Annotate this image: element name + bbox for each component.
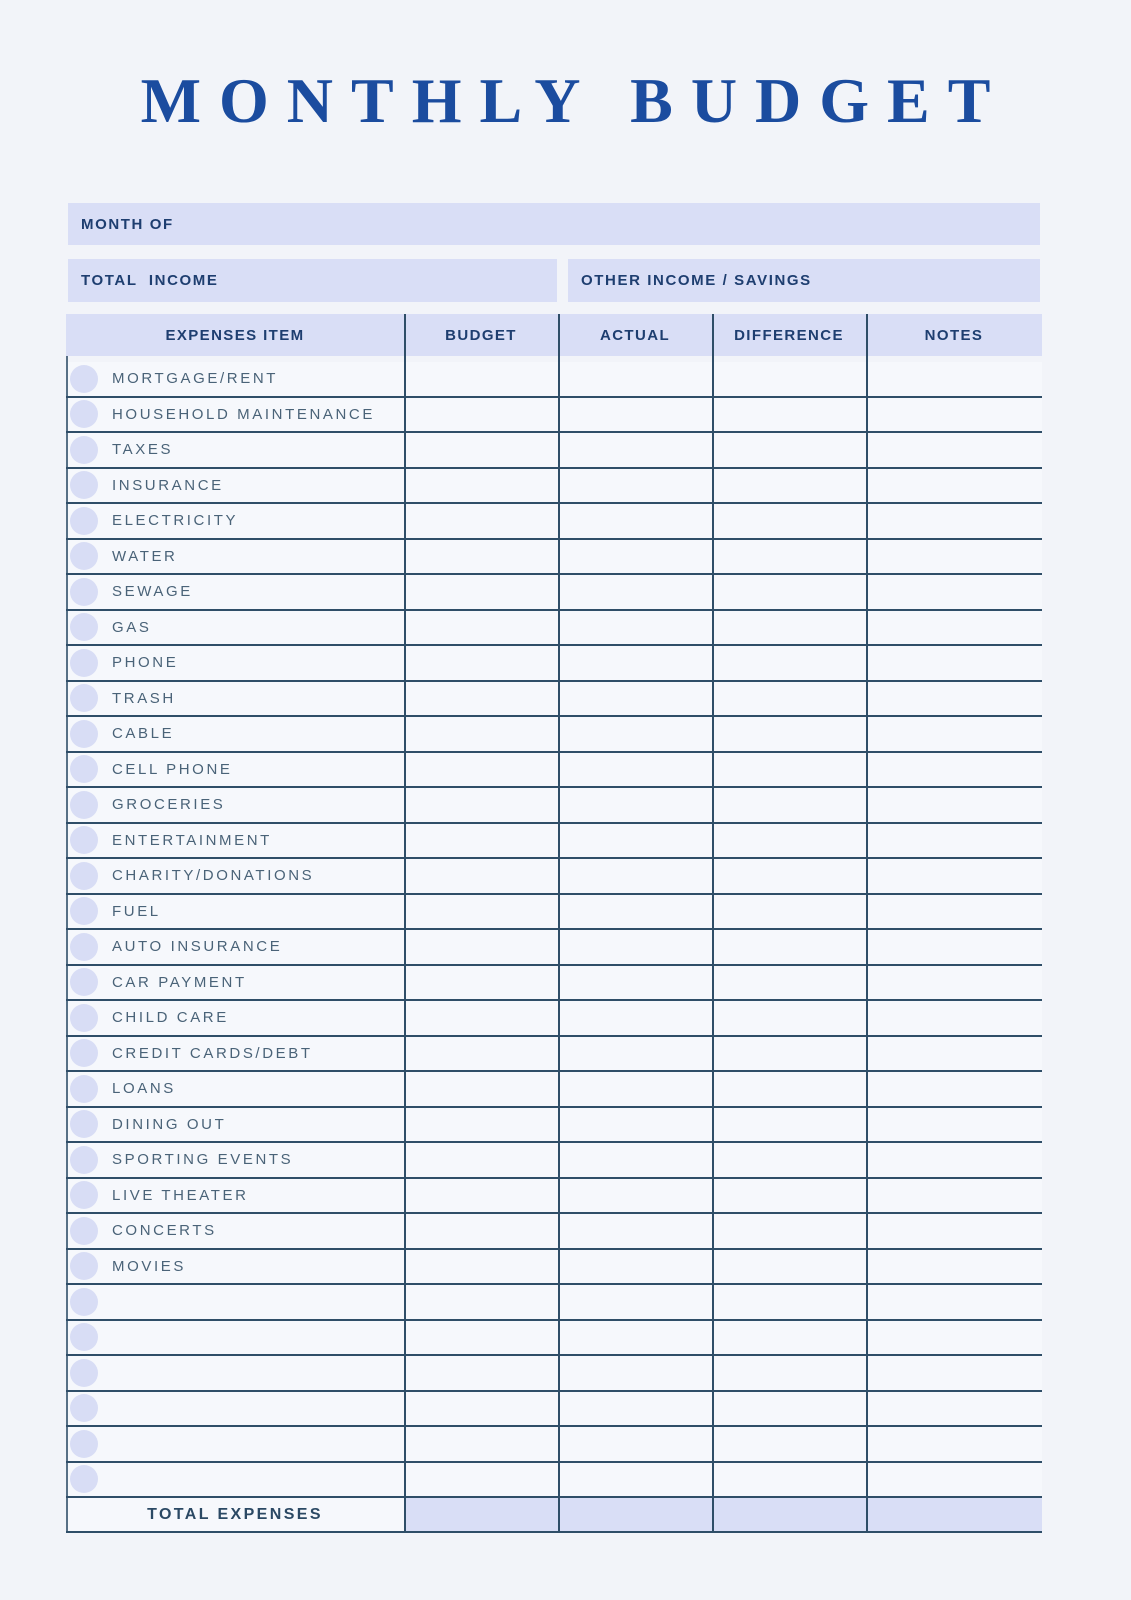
notes-cell (866, 1108, 1042, 1142)
expense-row (66, 1108, 1042, 1144)
budget-cell (404, 1143, 558, 1177)
difference-cell (712, 1427, 866, 1461)
actual-cell (558, 1108, 712, 1142)
actual-cell (558, 504, 712, 538)
notes-cell (866, 788, 1042, 822)
expense-item-cell (66, 1001, 404, 1035)
expense-row (66, 1392, 1042, 1428)
difference-cell (712, 611, 866, 645)
budget-cell (404, 753, 558, 787)
actual-cell (558, 540, 712, 574)
expense-row (66, 1214, 1042, 1250)
expense-item-cell (66, 575, 404, 609)
expense-row (66, 646, 1042, 682)
notes-cell (866, 895, 1042, 929)
notes-cell (866, 469, 1042, 503)
notes-cell (866, 1392, 1042, 1426)
expense-row (66, 1179, 1042, 1215)
notes-cell (866, 362, 1042, 396)
circle-bullet-icon (70, 1288, 98, 1316)
circle-bullet-icon (70, 1394, 98, 1422)
budget-cell (404, 1108, 558, 1142)
column-header-budget: BUDGET (445, 326, 517, 344)
actual-cell (558, 1037, 712, 1071)
difference-cell (712, 1321, 866, 1355)
notes-cell (866, 1143, 1042, 1177)
expense-row (66, 1285, 1042, 1321)
difference-cell (712, 646, 866, 680)
notes-cell (866, 717, 1042, 751)
circle-bullet-icon (70, 720, 98, 748)
expense-item-cell (66, 717, 404, 751)
expense-label: AUTO INSURANCE (112, 938, 283, 956)
circle-bullet-icon (70, 507, 98, 535)
budget-cell (404, 1392, 558, 1426)
difference-cell (712, 1108, 866, 1142)
budget-cell (404, 575, 558, 609)
expense-label: TRASH (112, 689, 176, 707)
expense-row (66, 930, 1042, 966)
expense-row (66, 504, 1042, 540)
total-actual-cell (558, 1498, 712, 1531)
actual-cell (558, 646, 712, 680)
expense-row (66, 1427, 1042, 1463)
expense-row (66, 469, 1042, 505)
total-budget-cell (404, 1498, 558, 1531)
column-separator (712, 314, 714, 1533)
expense-item-cell (66, 1214, 404, 1248)
budget-cell (404, 1463, 558, 1497)
expense-label: WATER (112, 547, 178, 565)
expense-label: CELL PHONE (112, 760, 233, 778)
page-title: MONTHLY BUDGET (140, 65, 1009, 136)
expense-item-cell (66, 398, 404, 432)
actual-cell (558, 895, 712, 929)
actual-cell (558, 1250, 712, 1284)
actual-cell (558, 1356, 712, 1390)
circle-bullet-icon (70, 1252, 98, 1280)
budget-cell (404, 398, 558, 432)
actual-cell (558, 469, 712, 503)
circle-bullet-icon (70, 1075, 98, 1103)
expense-item-cell (66, 1392, 404, 1426)
actual-cell (558, 1463, 712, 1497)
difference-cell (712, 1001, 866, 1035)
expense-row (66, 859, 1042, 895)
difference-cell (712, 398, 866, 432)
notes-cell (866, 504, 1042, 538)
notes-cell (866, 1037, 1042, 1071)
actual-cell (558, 717, 712, 751)
total-expenses-row (66, 1498, 1042, 1533)
column-separator (558, 314, 560, 1533)
notes-cell (866, 682, 1042, 716)
difference-cell (712, 469, 866, 503)
budget-cell (404, 1356, 558, 1390)
notes-cell (866, 1179, 1042, 1213)
expense-label: TAXES (112, 441, 174, 459)
column-separator (404, 314, 406, 1533)
expense-item-cell (66, 1427, 404, 1461)
budget-cell (404, 788, 558, 822)
expense-row (66, 682, 1042, 718)
other-income-savings-bar (568, 259, 1040, 302)
total-notes-cell (866, 1498, 1042, 1531)
actual-cell (558, 1392, 712, 1426)
circle-bullet-icon (70, 1465, 98, 1493)
difference-cell (712, 1356, 866, 1390)
difference-cell (712, 1179, 866, 1213)
difference-cell (712, 1214, 866, 1248)
circle-bullet-icon (70, 933, 98, 961)
circle-bullet-icon (70, 1430, 98, 1458)
expense-item-cell (66, 646, 404, 680)
notes-cell (866, 398, 1042, 432)
column-header-difference: DIFFERENCE (734, 326, 844, 344)
expense-label: CHILD CARE (112, 1009, 229, 1027)
expense-label: CHARITY/DONATIONS (112, 867, 315, 885)
expense-row (66, 1001, 1042, 1037)
actual-cell (558, 966, 712, 1000)
notes-cell (866, 1427, 1042, 1461)
total-difference-cell (712, 1498, 866, 1531)
actual-cell (558, 788, 712, 822)
expense-item-cell (66, 1108, 404, 1142)
actual-cell (558, 1179, 712, 1213)
expense-row (66, 717, 1042, 753)
expense-row (66, 1072, 1042, 1108)
circle-bullet-icon (70, 684, 98, 712)
budget-cell (404, 1285, 558, 1319)
circle-bullet-icon (70, 897, 98, 925)
column-header-notes: NOTES (924, 326, 984, 344)
actual-cell (558, 1143, 712, 1177)
budget-cell (404, 1001, 558, 1035)
table-header-row (66, 314, 1042, 356)
difference-cell (712, 1285, 866, 1319)
budget-cell (404, 824, 558, 858)
notes-cell (866, 1214, 1042, 1248)
expense-item-cell (66, 1285, 404, 1319)
expense-label: SEWAGE (112, 583, 193, 601)
expenses-table (66, 314, 1042, 1533)
expense-label: FUEL (112, 902, 161, 920)
expense-row (66, 1463, 1042, 1499)
expense-item-cell (66, 859, 404, 893)
total-income-label: TOTAL INCOME (81, 272, 219, 289)
expense-item-cell (66, 611, 404, 645)
expense-row (66, 895, 1042, 931)
total-expenses-label: TOTAL EXPENSES (147, 1505, 323, 1523)
difference-cell (712, 1143, 866, 1177)
circle-bullet-icon (70, 826, 98, 854)
notes-cell (866, 1463, 1042, 1497)
actual-cell (558, 362, 712, 396)
difference-cell (712, 1037, 866, 1071)
difference-cell (712, 930, 866, 964)
budget-cell (404, 611, 558, 645)
notes-cell (866, 1285, 1042, 1319)
difference-cell (712, 1072, 866, 1106)
column-header-actual: ACTUAL (599, 326, 671, 344)
difference-cell (712, 433, 866, 467)
budget-cell (404, 504, 558, 538)
difference-cell (712, 753, 866, 787)
actual-cell (558, 824, 712, 858)
circle-bullet-icon (70, 578, 98, 606)
actual-cell (558, 1072, 712, 1106)
expense-label: LIVE THEATER (112, 1186, 249, 1204)
expense-item-cell (66, 966, 404, 1000)
expense-row (66, 1250, 1042, 1286)
expense-label: DINING OUT (112, 1115, 227, 1133)
expense-item-cell (66, 1250, 404, 1284)
month-of-bar (68, 203, 1040, 245)
budget-cell (404, 1321, 558, 1355)
expense-label: SPORTING EVENTS (112, 1151, 294, 1169)
actual-cell (558, 1285, 712, 1319)
expense-item-cell (66, 895, 404, 929)
budget-cell (404, 859, 558, 893)
expense-item-cell (66, 1143, 404, 1177)
difference-cell (712, 859, 866, 893)
circle-bullet-icon (70, 1004, 98, 1032)
difference-cell (712, 824, 866, 858)
circle-bullet-icon (70, 542, 98, 570)
total-income-bar (68, 259, 557, 302)
difference-cell (712, 682, 866, 716)
expense-label: PHONE (112, 654, 179, 672)
expense-label: INSURANCE (112, 476, 224, 494)
actual-cell (558, 1427, 712, 1461)
actual-cell (558, 433, 712, 467)
budget-cell (404, 433, 558, 467)
budget-cell (404, 717, 558, 751)
expense-row (66, 753, 1042, 789)
budget-cell (404, 362, 558, 396)
expense-item-cell (66, 433, 404, 467)
circle-bullet-icon (70, 1039, 98, 1067)
expense-row (66, 788, 1042, 824)
actual-cell (558, 575, 712, 609)
expense-item-cell (66, 1037, 404, 1071)
expense-item-cell (66, 1072, 404, 1106)
notes-cell (866, 1001, 1042, 1035)
actual-cell (558, 859, 712, 893)
difference-cell (712, 1250, 866, 1284)
expense-item-cell (66, 824, 404, 858)
actual-cell (558, 1321, 712, 1355)
difference-cell (712, 362, 866, 396)
notes-cell (866, 540, 1042, 574)
expense-row (66, 362, 1042, 398)
expense-row (66, 824, 1042, 860)
expense-row (66, 611, 1042, 647)
circle-bullet-icon (70, 862, 98, 890)
actual-cell (558, 611, 712, 645)
notes-cell (866, 966, 1042, 1000)
column-header-expenses-item: EXPENSES ITEM (165, 326, 305, 344)
expense-label: MOVIES (112, 1257, 186, 1275)
difference-cell (712, 1463, 866, 1497)
expense-label: LOANS (112, 1080, 176, 1098)
notes-cell (866, 611, 1042, 645)
month-of-label: MONTH OF (81, 215, 174, 233)
circle-bullet-icon (70, 1323, 98, 1351)
expense-item-cell (66, 682, 404, 716)
expense-item-cell (66, 362, 404, 396)
column-separator (866, 314, 868, 1533)
expense-row (66, 575, 1042, 611)
difference-cell (712, 895, 866, 929)
circle-bullet-icon (70, 968, 98, 996)
notes-cell (866, 753, 1042, 787)
difference-cell (712, 540, 866, 574)
budget-cell (404, 1214, 558, 1248)
circle-bullet-icon (70, 1110, 98, 1138)
difference-cell (712, 966, 866, 1000)
circle-bullet-icon (70, 613, 98, 641)
circle-bullet-icon (70, 791, 98, 819)
expense-label: CABLE (112, 725, 175, 743)
circle-bullet-icon (70, 471, 98, 499)
budget-cell (404, 1072, 558, 1106)
expense-item-cell (66, 469, 404, 503)
other-income-savings-label: OTHER INCOME / SAVINGS (581, 272, 812, 289)
expense-item-cell (66, 753, 404, 787)
budget-cell (404, 966, 558, 1000)
expense-item-cell (66, 788, 404, 822)
notes-cell (866, 930, 1042, 964)
expense-label: HOUSEHOLD MAINTENANCE (112, 405, 375, 423)
budget-cell (404, 646, 558, 680)
expense-label: CAR PAYMENT (112, 973, 247, 991)
actual-cell (558, 753, 712, 787)
expense-label: GROCERIES (112, 796, 226, 814)
budget-cell (404, 1037, 558, 1071)
budget-cell (404, 1427, 558, 1461)
budget-cell (404, 1179, 558, 1213)
expense-label: GAS (112, 618, 152, 636)
actual-cell (558, 930, 712, 964)
expense-label: MORTGAGE/RENT (112, 370, 279, 388)
actual-cell (558, 682, 712, 716)
expense-row (66, 966, 1042, 1002)
notes-cell (866, 1250, 1042, 1284)
actual-cell (558, 1214, 712, 1248)
circle-bullet-icon (70, 1146, 98, 1174)
circle-bullet-icon (70, 1181, 98, 1209)
budget-cell (404, 895, 558, 929)
table-body (66, 362, 1042, 1498)
expense-item-cell (66, 540, 404, 574)
expense-row (66, 1321, 1042, 1357)
difference-cell (712, 1392, 866, 1426)
notes-cell (866, 646, 1042, 680)
expense-row (66, 433, 1042, 469)
notes-cell (866, 824, 1042, 858)
circle-bullet-icon (70, 755, 98, 783)
expense-row (66, 540, 1042, 576)
actual-cell (558, 398, 712, 432)
circle-bullet-icon (70, 1217, 98, 1245)
budget-cell (404, 682, 558, 716)
difference-cell (712, 575, 866, 609)
expense-row (66, 1037, 1042, 1073)
expense-item-cell (66, 930, 404, 964)
circle-bullet-icon (70, 649, 98, 677)
notes-cell (866, 575, 1042, 609)
notes-cell (866, 433, 1042, 467)
circle-bullet-icon (70, 436, 98, 464)
budget-cell (404, 930, 558, 964)
expense-row (66, 1356, 1042, 1392)
circle-bullet-icon (70, 1359, 98, 1387)
notes-cell (866, 1321, 1042, 1355)
circle-bullet-icon (70, 365, 98, 393)
expense-row (66, 1143, 1042, 1179)
expense-item-cell (66, 1463, 404, 1497)
expense-item-cell (66, 1356, 404, 1390)
actual-cell (558, 1001, 712, 1035)
expense-label: ENTERTAINMENT (112, 831, 272, 849)
expense-label: CONCERTS (112, 1222, 217, 1240)
expense-item-cell (66, 1179, 404, 1213)
difference-cell (712, 504, 866, 538)
budget-cell (404, 1250, 558, 1284)
expense-label: CREDIT CARDS/DEBT (112, 1044, 313, 1062)
notes-cell (866, 1356, 1042, 1390)
difference-cell (712, 717, 866, 751)
expense-row (66, 398, 1042, 434)
expense-item-cell (66, 504, 404, 538)
notes-cell (866, 1072, 1042, 1106)
budget-cell (404, 540, 558, 574)
circle-bullet-icon (70, 400, 98, 428)
table-left-border (66, 356, 68, 1533)
expense-label: ELECTRICITY (112, 512, 239, 530)
total-expenses-label-cell (66, 1498, 404, 1531)
difference-cell (712, 788, 866, 822)
expense-item-cell (66, 1321, 404, 1355)
notes-cell (866, 859, 1042, 893)
budget-cell (404, 469, 558, 503)
